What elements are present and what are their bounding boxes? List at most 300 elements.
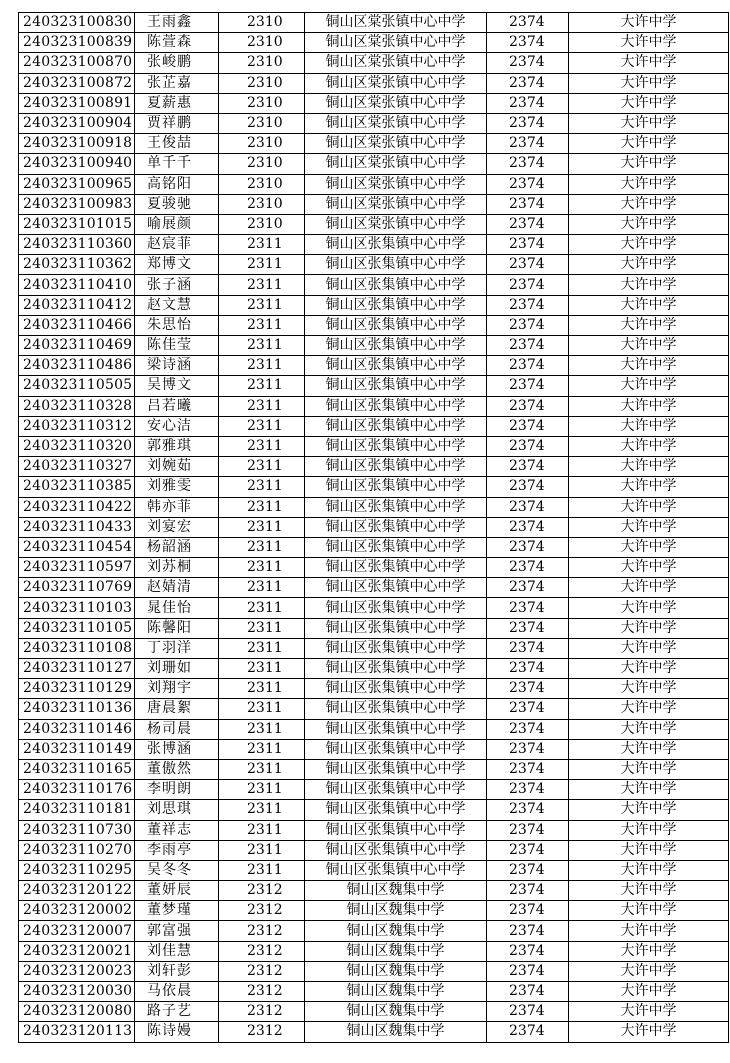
cell-student-name: 吕若曦	[135, 396, 219, 416]
cell-target-school: 大许中学	[569, 759, 729, 779]
table-row	[19, 1022, 729, 1042]
cell-target-school: 大许中学	[569, 941, 729, 961]
cell-school-code: 2312	[219, 921, 305, 941]
cell-target-school: 大许中学	[569, 315, 729, 335]
cell-school-name: 铜山区张集镇中心中学	[305, 780, 487, 800]
cell-target-school: 大许中学	[569, 356, 729, 376]
cell-target-school: 大许中学	[569, 255, 729, 275]
table-row	[19, 93, 729, 113]
cell-exam-id: 240323110146	[19, 719, 135, 739]
cell-target-school: 大许中学	[569, 497, 729, 517]
cell-target-code: 2374	[487, 780, 569, 800]
cell-school-name: 铜山区魏集中学	[305, 881, 487, 901]
cell-target-code: 2374	[487, 13, 569, 33]
cell-target-code: 2374	[487, 336, 569, 356]
cell-exam-id: 240323100830	[19, 13, 135, 33]
cell-target-code: 2374	[487, 739, 569, 759]
cell-target-code: 2374	[487, 961, 569, 981]
table-row	[19, 416, 729, 436]
cell-target-code: 2374	[487, 295, 569, 315]
cell-target-school: 大许中学	[569, 961, 729, 981]
cell-target-school: 大许中学	[569, 679, 729, 699]
cell-exam-id: 240323100940	[19, 154, 135, 174]
cell-school-code: 2311	[219, 497, 305, 517]
table-row	[19, 396, 729, 416]
cell-student-name: 路子艺	[135, 1002, 219, 1022]
table-row	[19, 537, 729, 557]
table-row	[19, 941, 729, 961]
table-row	[19, 1002, 729, 1022]
cell-school-name: 铜山区张集镇中心中学	[305, 618, 487, 638]
cell-exam-id: 240323100904	[19, 113, 135, 133]
cell-exam-id: 240323120002	[19, 901, 135, 921]
cell-target-code: 2374	[487, 376, 569, 396]
cell-target-code: 2374	[487, 537, 569, 557]
cell-student-name: 陈萱森	[135, 33, 219, 53]
table-row	[19, 719, 729, 739]
cell-student-name: 王雨鑫	[135, 13, 219, 33]
cell-target-school: 大许中学	[569, 1002, 729, 1022]
cell-exam-id: 240323120021	[19, 941, 135, 961]
table-row	[19, 840, 729, 860]
cell-exam-id: 240323110320	[19, 436, 135, 456]
cell-target-school: 大许中学	[569, 618, 729, 638]
cell-target-code: 2374	[487, 1022, 569, 1042]
cell-school-name: 铜山区张集镇中心中学	[305, 235, 487, 255]
cell-school-name: 铜山区张集镇中心中学	[305, 416, 487, 436]
cell-exam-id: 240323120007	[19, 921, 135, 941]
cell-exam-id: 240323110422	[19, 497, 135, 517]
cell-school-code: 2310	[219, 33, 305, 53]
cell-student-name: 吴博文	[135, 376, 219, 396]
cell-target-code: 2374	[487, 73, 569, 93]
cell-target-school: 大许中学	[569, 982, 729, 1002]
cell-exam-id: 240323110466	[19, 315, 135, 335]
cell-school-code: 2311	[219, 336, 305, 356]
cell-school-name: 铜山区棠张镇中心中学	[305, 53, 487, 73]
cell-student-name: 赵婧清	[135, 578, 219, 598]
cell-school-name: 铜山区张集镇中心中学	[305, 315, 487, 335]
cell-student-name: 赵文慧	[135, 295, 219, 315]
table-row	[19, 376, 729, 396]
cell-target-code: 2374	[487, 53, 569, 73]
cell-exam-id: 240323110181	[19, 800, 135, 820]
cell-target-school: 大许中学	[569, 174, 729, 194]
table-row	[19, 679, 729, 699]
cell-student-name: 刘佳慧	[135, 941, 219, 961]
cell-school-name: 铜山区张集镇中心中学	[305, 598, 487, 618]
cell-school-code: 2312	[219, 881, 305, 901]
table-row	[19, 154, 729, 174]
cell-school-name: 铜山区棠张镇中心中学	[305, 93, 487, 113]
cell-school-code: 2312	[219, 941, 305, 961]
cell-target-code: 2374	[487, 416, 569, 436]
cell-target-code: 2374	[487, 255, 569, 275]
cell-exam-id: 240323110129	[19, 679, 135, 699]
cell-exam-id: 240323110454	[19, 537, 135, 557]
table-row	[19, 699, 729, 719]
cell-exam-id: 240323100965	[19, 174, 135, 194]
cell-school-name: 铜山区张集镇中心中学	[305, 699, 487, 719]
cell-target-code: 2374	[487, 881, 569, 901]
cell-school-name: 铜山区张集镇中心中学	[305, 457, 487, 477]
cell-school-name: 铜山区棠张镇中心中学	[305, 33, 487, 53]
cell-target-code: 2374	[487, 820, 569, 840]
table-row	[19, 800, 729, 820]
table-row	[19, 235, 729, 255]
cell-target-code: 2374	[487, 275, 569, 295]
cell-school-code: 2310	[219, 214, 305, 234]
cell-exam-id: 240323110769	[19, 578, 135, 598]
cell-target-school: 大许中学	[569, 840, 729, 860]
cell-student-name: 刘珊如	[135, 659, 219, 679]
cell-target-code: 2374	[487, 901, 569, 921]
cell-school-name: 铜山区魏集中学	[305, 901, 487, 921]
cell-student-name: 赵宸菲	[135, 235, 219, 255]
cell-exam-id: 240323120080	[19, 1002, 135, 1022]
table-row	[19, 174, 729, 194]
table-row	[19, 315, 729, 335]
cell-exam-id: 240323120122	[19, 881, 135, 901]
cell-student-name: 郑博文	[135, 255, 219, 275]
cell-school-code: 2310	[219, 154, 305, 174]
table-row	[19, 194, 729, 214]
table-row	[19, 275, 729, 295]
cell-target-code: 2374	[487, 235, 569, 255]
table-row	[19, 881, 729, 901]
cell-student-name: 唐晨絮	[135, 699, 219, 719]
cell-exam-id: 240323110105	[19, 618, 135, 638]
cell-exam-id: 240323110165	[19, 759, 135, 779]
cell-target-school: 大许中学	[569, 578, 729, 598]
cell-student-name: 杨韶涵	[135, 537, 219, 557]
cell-target-code: 2374	[487, 497, 569, 517]
cell-school-code: 2311	[219, 255, 305, 275]
cell-school-code: 2311	[219, 356, 305, 376]
table-row	[19, 336, 729, 356]
table-row	[19, 820, 729, 840]
cell-student-name: 高铭阳	[135, 174, 219, 194]
cell-target-school: 大许中学	[569, 295, 729, 315]
cell-school-name: 铜山区张集镇中心中学	[305, 537, 487, 557]
cell-school-code: 2311	[219, 235, 305, 255]
table-row	[19, 53, 729, 73]
cell-target-school: 大许中学	[569, 921, 729, 941]
cell-student-name: 王俊喆	[135, 134, 219, 154]
cell-school-name: 铜山区张集镇中心中学	[305, 719, 487, 739]
cell-student-name: 刘轩彭	[135, 961, 219, 981]
cell-exam-id: 240323100870	[19, 53, 135, 73]
cell-exam-id: 240323110412	[19, 295, 135, 315]
cell-target-code: 2374	[487, 699, 569, 719]
cell-target-school: 大许中学	[569, 154, 729, 174]
cell-school-code: 2311	[219, 295, 305, 315]
cell-school-code: 2311	[219, 275, 305, 295]
cell-school-code: 2312	[219, 1002, 305, 1022]
cell-target-code: 2374	[487, 477, 569, 497]
cell-exam-id: 240323110108	[19, 638, 135, 658]
cell-student-name: 张峻鹏	[135, 53, 219, 73]
cell-student-name: 张博涵	[135, 739, 219, 759]
cell-student-name: 李明朗	[135, 780, 219, 800]
cell-target-code: 2374	[487, 800, 569, 820]
cell-school-name: 铜山区棠张镇中心中学	[305, 113, 487, 133]
cell-target-code: 2374	[487, 598, 569, 618]
cell-school-code: 2311	[219, 840, 305, 860]
cell-exam-id: 240323110312	[19, 416, 135, 436]
table-row	[19, 477, 729, 497]
cell-school-code: 2311	[219, 759, 305, 779]
cell-target-school: 大许中学	[569, 336, 729, 356]
cell-target-school: 大许中学	[569, 194, 729, 214]
cell-target-school: 大许中学	[569, 780, 729, 800]
cell-student-name: 夏薪惠	[135, 93, 219, 113]
table-row	[19, 759, 729, 779]
cell-target-code: 2374	[487, 618, 569, 638]
cell-student-name: 陈佳莹	[135, 336, 219, 356]
cell-target-code: 2374	[487, 134, 569, 154]
table-row	[19, 517, 729, 537]
cell-target-code: 2374	[487, 194, 569, 214]
cell-student-name: 刘宴宏	[135, 517, 219, 537]
table-row	[19, 860, 729, 880]
cell-target-code: 2374	[487, 436, 569, 456]
cell-school-code: 2311	[219, 598, 305, 618]
cell-student-name: 张芷嘉	[135, 73, 219, 93]
cell-school-name: 铜山区棠张镇中心中学	[305, 134, 487, 154]
cell-target-code: 2374	[487, 154, 569, 174]
cell-school-name: 铜山区张集镇中心中学	[305, 436, 487, 456]
cell-target-school: 大许中学	[569, 134, 729, 154]
cell-student-name: 丁羽洋	[135, 638, 219, 658]
cell-student-name: 董妍辰	[135, 881, 219, 901]
cell-student-name: 喻展颜	[135, 214, 219, 234]
cell-target-code: 2374	[487, 578, 569, 598]
table-row	[19, 436, 729, 456]
cell-target-school: 大许中学	[569, 558, 729, 578]
admission-table	[18, 12, 729, 1043]
cell-school-name: 铜山区魏集中学	[305, 921, 487, 941]
cell-school-name: 铜山区张集镇中心中学	[305, 396, 487, 416]
table-row	[19, 638, 729, 658]
cell-target-school: 大许中学	[569, 457, 729, 477]
cell-target-school: 大许中学	[569, 235, 729, 255]
cell-target-school: 大许中学	[569, 1022, 729, 1042]
cell-school-name: 铜山区张集镇中心中学	[305, 840, 487, 860]
table-row	[19, 780, 729, 800]
cell-school-name: 铜山区张集镇中心中学	[305, 275, 487, 295]
cell-school-name: 铜山区魏集中学	[305, 941, 487, 961]
cell-target-school: 大许中学	[569, 214, 729, 234]
cell-target-school: 大许中学	[569, 800, 729, 820]
cell-school-code: 2310	[219, 194, 305, 214]
cell-school-code: 2312	[219, 1022, 305, 1042]
cell-school-name: 铜山区棠张镇中心中学	[305, 73, 487, 93]
cell-student-name: 陈诗嫚	[135, 1022, 219, 1042]
table-row	[19, 618, 729, 638]
cell-school-code: 2311	[219, 659, 305, 679]
cell-school-code: 2310	[219, 93, 305, 113]
cell-school-name: 铜山区张集镇中心中学	[305, 477, 487, 497]
cell-exam-id: 240323110328	[19, 396, 135, 416]
cell-target-code: 2374	[487, 315, 569, 335]
cell-exam-id: 240323100872	[19, 73, 135, 93]
cell-target-code: 2374	[487, 921, 569, 941]
cell-student-name: 董祥志	[135, 820, 219, 840]
cell-school-code: 2311	[219, 315, 305, 335]
cell-exam-id: 240323110486	[19, 356, 135, 376]
cell-student-name: 单千千	[135, 154, 219, 174]
cell-student-name: 陈馨阳	[135, 618, 219, 638]
cell-school-code: 2310	[219, 53, 305, 73]
cell-school-code: 2311	[219, 638, 305, 658]
cell-student-name: 刘婉茹	[135, 457, 219, 477]
cell-exam-id: 240323110127	[19, 659, 135, 679]
cell-student-name: 张子涵	[135, 275, 219, 295]
cell-student-name: 安心洁	[135, 416, 219, 436]
cell-school-name: 铜山区魏集中学	[305, 982, 487, 1002]
cell-school-name: 铜山区张集镇中心中学	[305, 578, 487, 598]
cell-school-name: 铜山区张集镇中心中学	[305, 800, 487, 820]
cell-exam-id: 240323110270	[19, 840, 135, 860]
cell-school-name: 铜山区张集镇中心中学	[305, 860, 487, 880]
cell-exam-id: 240323110295	[19, 860, 135, 880]
cell-target-code: 2374	[487, 558, 569, 578]
cell-school-code: 2311	[219, 578, 305, 598]
cell-school-code: 2311	[219, 477, 305, 497]
cell-school-code: 2311	[219, 679, 305, 699]
table-row	[19, 921, 729, 941]
cell-school-code: 2311	[219, 537, 305, 557]
table-row	[19, 578, 729, 598]
cell-target-school: 大许中学	[569, 53, 729, 73]
cell-student-name: 李雨亭	[135, 840, 219, 860]
cell-student-name: 刘思琪	[135, 800, 219, 820]
cell-target-code: 2374	[487, 840, 569, 860]
cell-exam-id: 240323110362	[19, 255, 135, 275]
cell-target-school: 大许中学	[569, 719, 729, 739]
cell-school-name: 铜山区张集镇中心中学	[305, 679, 487, 699]
table-body	[19, 13, 729, 1043]
cell-exam-id: 240323100983	[19, 194, 135, 214]
table-row	[19, 457, 729, 477]
cell-exam-id: 240323100918	[19, 134, 135, 154]
cell-school-code: 2312	[219, 901, 305, 921]
cell-exam-id: 240323110360	[19, 235, 135, 255]
cell-target-school: 大许中学	[569, 13, 729, 33]
cell-target-code: 2374	[487, 1002, 569, 1022]
cell-student-name: 刘翔宇	[135, 679, 219, 699]
cell-target-code: 2374	[487, 659, 569, 679]
cell-target-school: 大许中学	[569, 113, 729, 133]
cell-exam-id: 240323120030	[19, 982, 135, 1002]
table-row	[19, 73, 729, 93]
cell-target-school: 大许中学	[569, 416, 729, 436]
cell-exam-id: 240323110103	[19, 598, 135, 618]
cell-school-name: 铜山区张集镇中心中学	[305, 659, 487, 679]
cell-target-school: 大许中学	[569, 820, 729, 840]
cell-target-code: 2374	[487, 679, 569, 699]
cell-student-name: 董傲然	[135, 759, 219, 779]
cell-school-code: 2311	[219, 800, 305, 820]
cell-exam-id: 240323110149	[19, 739, 135, 759]
table-row	[19, 255, 729, 275]
cell-target-code: 2374	[487, 517, 569, 537]
cell-target-code: 2374	[487, 113, 569, 133]
cell-school-code: 2311	[219, 457, 305, 477]
cell-target-code: 2374	[487, 174, 569, 194]
cell-target-school: 大许中学	[569, 275, 729, 295]
cell-school-name: 铜山区棠张镇中心中学	[305, 174, 487, 194]
cell-exam-id: 240323110469	[19, 336, 135, 356]
table-row	[19, 901, 729, 921]
cell-school-name: 铜山区棠张镇中心中学	[305, 154, 487, 174]
table-row	[19, 497, 729, 517]
cell-school-code: 2311	[219, 719, 305, 739]
cell-exam-id: 240323101015	[19, 214, 135, 234]
cell-school-code: 2311	[219, 699, 305, 719]
cell-target-school: 大许中学	[569, 659, 729, 679]
cell-school-code: 2310	[219, 134, 305, 154]
cell-target-school: 大许中学	[569, 901, 729, 921]
cell-target-code: 2374	[487, 93, 569, 113]
cell-exam-id: 240323100839	[19, 33, 135, 53]
cell-target-school: 大许中学	[569, 33, 729, 53]
cell-target-school: 大许中学	[569, 598, 729, 618]
cell-school-name: 铜山区魏集中学	[305, 961, 487, 981]
cell-school-code: 2311	[219, 436, 305, 456]
cell-school-name: 铜山区棠张镇中心中学	[305, 214, 487, 234]
cell-school-code: 2310	[219, 73, 305, 93]
cell-target-school: 大许中学	[569, 699, 729, 719]
table-row	[19, 356, 729, 376]
cell-school-code: 2311	[219, 396, 305, 416]
cell-exam-id: 240323110730	[19, 820, 135, 840]
cell-exam-id: 240323110505	[19, 376, 135, 396]
cell-target-school: 大许中学	[569, 739, 729, 759]
cell-school-name: 铜山区张集镇中心中学	[305, 759, 487, 779]
cell-student-name: 郭雅琪	[135, 436, 219, 456]
cell-student-name: 贾祥鹏	[135, 113, 219, 133]
cell-target-code: 2374	[487, 638, 569, 658]
cell-student-name: 刘雅雯	[135, 477, 219, 497]
cell-student-name: 郭富强	[135, 921, 219, 941]
table-row	[19, 113, 729, 133]
cell-school-name: 铜山区张集镇中心中学	[305, 255, 487, 275]
cell-school-code: 2311	[219, 416, 305, 436]
cell-school-code: 2311	[219, 739, 305, 759]
table-row	[19, 982, 729, 1002]
cell-school-code: 2311	[219, 860, 305, 880]
table-row	[19, 659, 729, 679]
cell-school-code: 2311	[219, 820, 305, 840]
cell-target-code: 2374	[487, 214, 569, 234]
cell-school-name: 铜山区张集镇中心中学	[305, 336, 487, 356]
cell-student-name: 晁佳怡	[135, 598, 219, 618]
cell-exam-id: 240323110597	[19, 558, 135, 578]
cell-school-name: 铜山区张集镇中心中学	[305, 295, 487, 315]
table-row	[19, 13, 729, 33]
cell-student-name: 朱思怡	[135, 315, 219, 335]
cell-exam-id: 240323110327	[19, 457, 135, 477]
cell-school-code: 2310	[219, 174, 305, 194]
cell-school-name: 铜山区张集镇中心中学	[305, 820, 487, 840]
cell-target-school: 大许中学	[569, 477, 729, 497]
cell-exam-id: 240323110433	[19, 517, 135, 537]
cell-school-code: 2311	[219, 517, 305, 537]
cell-target-school: 大许中学	[569, 376, 729, 396]
table-row	[19, 214, 729, 234]
